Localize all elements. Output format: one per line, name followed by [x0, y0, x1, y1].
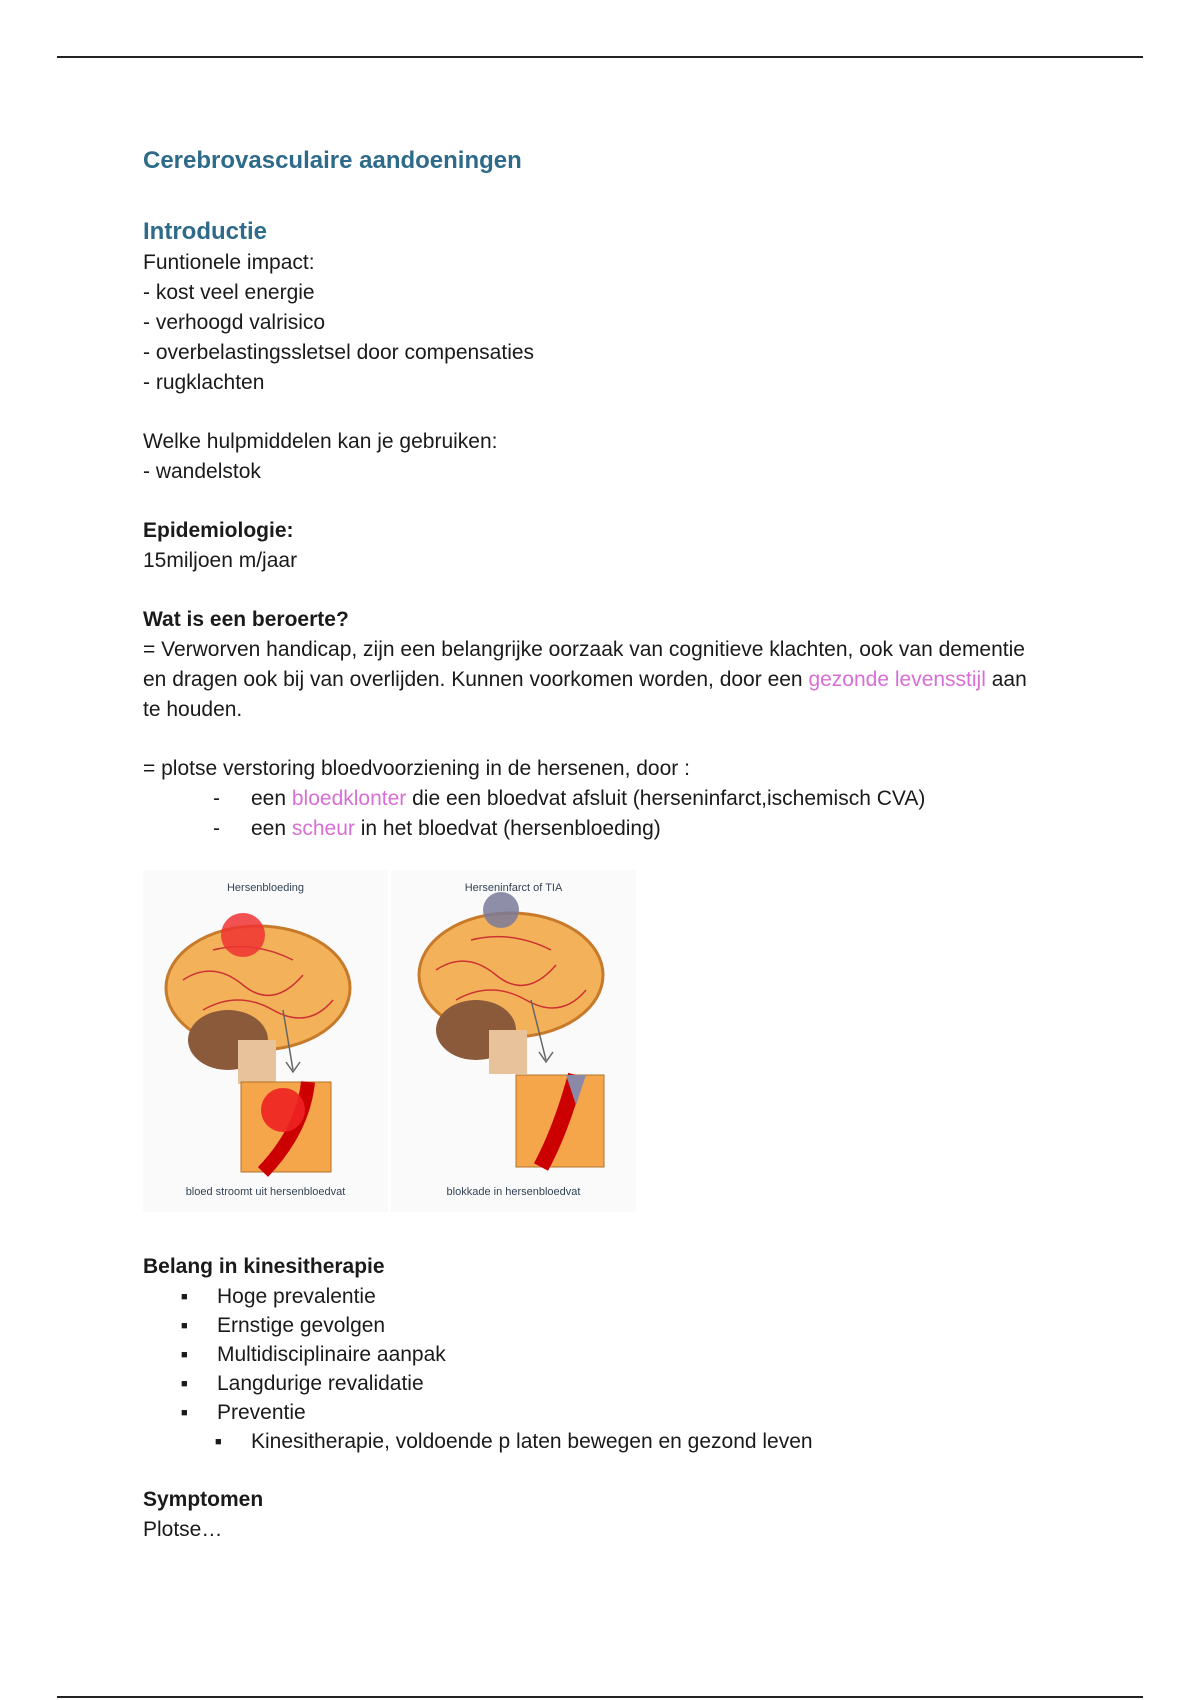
- list-item: - een bloedklonter die een bloedvat afsluit (herseninfarct,ischemisch CVA): [213, 784, 1043, 814]
- epidemiology-label: Epidemiologie:: [143, 519, 294, 542]
- physio-sub-list: [215, 1427, 1043, 1456]
- hemorrhage-caption: bloed stroomt uit hersenbloedvat: [185, 1186, 346, 1198]
- list-item: ■ Hoge prevalentie: [181, 1282, 1043, 1311]
- cause-highlight: bloedklonter: [291, 787, 407, 810]
- hemorrhage-title: Hersenbloeding: [226, 882, 305, 894]
- cause-highlight: scheur: [291, 817, 355, 840]
- infarct-figure: [391, 870, 636, 1212]
- causes-list: [213, 784, 1043, 844]
- bottom-rule: [57, 1696, 1143, 1698]
- def1-text: = Verworven handicap, zijn een belangrijke oorzaak van cognitieve klachten, ook van dementie en dragen ook bij van overlijden. Kunnen voorkomen worden, door een: [143, 638, 1025, 691]
- stroke-definition-2: = plotse verstoring bloedvoorziening in de hersenen, door :: [143, 757, 690, 780]
- document-title: Cerebrovasculaire aandoeningen: [143, 147, 522, 174]
- list-item: ■ Multidisciplinaire aanpak: [181, 1340, 1043, 1369]
- epidemiology-text: 15miljoen m/jaar: [143, 549, 298, 572]
- physio-list: [181, 1282, 1043, 1427]
- list-item: ■ Preventie: [181, 1398, 1043, 1427]
- intro-heading: Introductie: [143, 218, 267, 245]
- impact-item: - rugklachten: [143, 371, 265, 394]
- stroke-question: Wat is een beroerte?: [143, 608, 349, 631]
- list-item: - een scheur in het bloedvat (hersenbloeding): [213, 814, 1043, 844]
- infarct-title: Herseninfarct of TIA: [464, 882, 563, 894]
- list-item: ■ Ernstige gevolgen: [181, 1311, 1043, 1340]
- aids-item: - wandelstok: [143, 460, 261, 483]
- impact-item: - overbelastingssletsel door compensaties: [143, 341, 535, 364]
- def1-text-end: aan te houden.: [143, 668, 1027, 721]
- stroke-definition-1: [143, 635, 1043, 725]
- impact-item: - kost veel energie: [143, 281, 315, 304]
- symptoms-heading: Symptomen: [143, 1488, 264, 1511]
- top-rule: [57, 56, 1143, 58]
- list-item: ■ Kinesitherapie, voldoende p laten bewegen en gezond leven: [215, 1427, 1043, 1456]
- impact-label: Funtionele impact:: [143, 251, 315, 274]
- def1-highlight: gezonde levensstijl: [808, 668, 986, 691]
- list-item: ■ Langdurige revalidatie: [181, 1369, 1043, 1398]
- physio-heading: Belang in kinesitherapie: [143, 1255, 385, 1278]
- infarct-caption: blokkade in hersenbloedvat: [446, 1186, 581, 1198]
- document-page: [143, 140, 1043, 1545]
- hemorrhage-figure: [143, 870, 388, 1212]
- stroke-figures: [143, 870, 1043, 1212]
- aids-label: Welke hulpmiddelen kan je gebruiken:: [143, 430, 498, 453]
- impact-item: - verhoogd valrisico: [143, 311, 326, 334]
- infarct-illustration: [391, 870, 636, 1212]
- symptoms-text: Plotse…: [143, 1518, 223, 1541]
- hemorrhage-illustration: [143, 870, 388, 1212]
